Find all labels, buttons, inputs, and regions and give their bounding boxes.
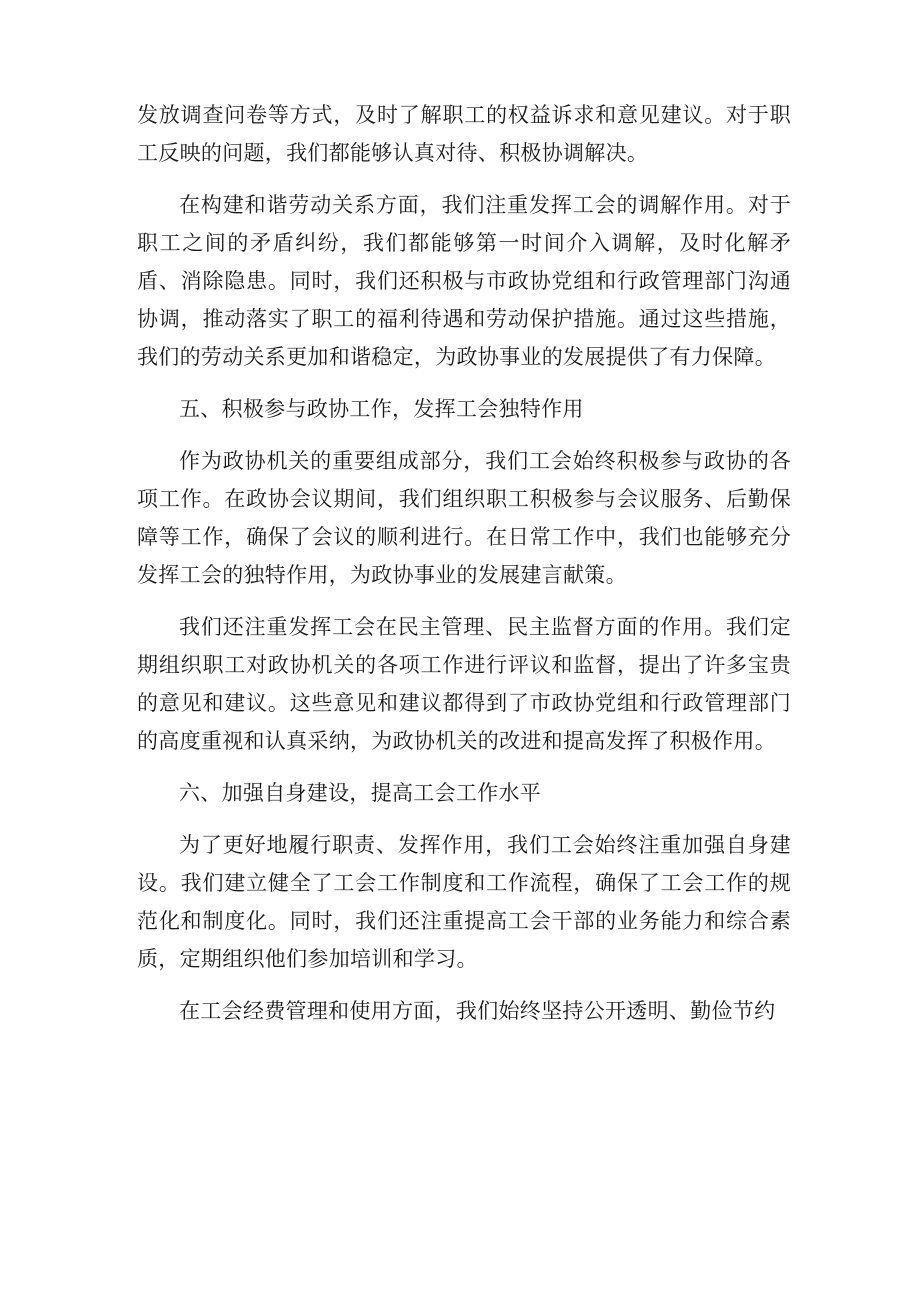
paragraph-participate-cppcc-work: 作为政协机关的重要组成部分，我们工会始终积极参与政协的各项工作。在政协会议期间，我们组织职工积极参与会议服务、后勤保障等工作，确保了会议的顺利进行。在日常工作中，我们也能够充分发挥工会的独特作用，为政协事业的发展建言献策。 <box>137 449 791 587</box>
section-heading-five: 五、积极参与政协工作，发挥工会独特作用 <box>179 397 584 421</box>
section-heading-six: 六、加强自身建设，提高工会工作水平 <box>179 781 542 805</box>
paragraph-harmonious-labor-relations: 在构建和谐劳动关系方面，我们注重发挥工会的调解作用。对于职工之间的矛盾纠纷，我们都能够第一时间介入调解，及时化解矛盾、消除隐患。同时，我们还积极与市政协党组和行政管理部门沟通协调，推动落实了职工的福利待遇和劳动保护措施。通过这些措施，我们的劳动关系更加和谐稳定，为政协事业的发展提供了有力保障。 <box>137 193 791 369</box>
paragraph-continuation: 发放调查问卷等方式，及时了解职工的权益诉求和意见建议。对于职工反映的问题，我们都能够认真对待、积极协调解决。 <box>137 103 791 165</box>
paragraph-fund-management: 在工会经费管理和使用方面，我们始终坚持公开透明、勤俭节约 <box>179 999 776 1023</box>
document-body <box>137 96 791 1044</box>
paragraph-self-construction: 为了更好地履行职责、发挥作用，我们工会始终注重加强自身建设。我们建立健全了工会工作制度和工作流程，确保了工会工作的规范化和制度化。同时，我们还注重提高工会干部的业务能力和综合素质，定期组织他们参加培训和学习。 <box>137 833 791 971</box>
paragraph-democratic-management: 我们还注重发挥工会在民主管理、民主监督方面的作用。我们定期组织职工对政协机关的各项工作进行评议和监督，提出了许多宝贵的意见和建议。这些意见和建议都得到了市政协党组和行政管理部门的高度重视和认真采纳，为政协机关的改进和提高发挥了积极作用。 <box>137 615 791 753</box>
